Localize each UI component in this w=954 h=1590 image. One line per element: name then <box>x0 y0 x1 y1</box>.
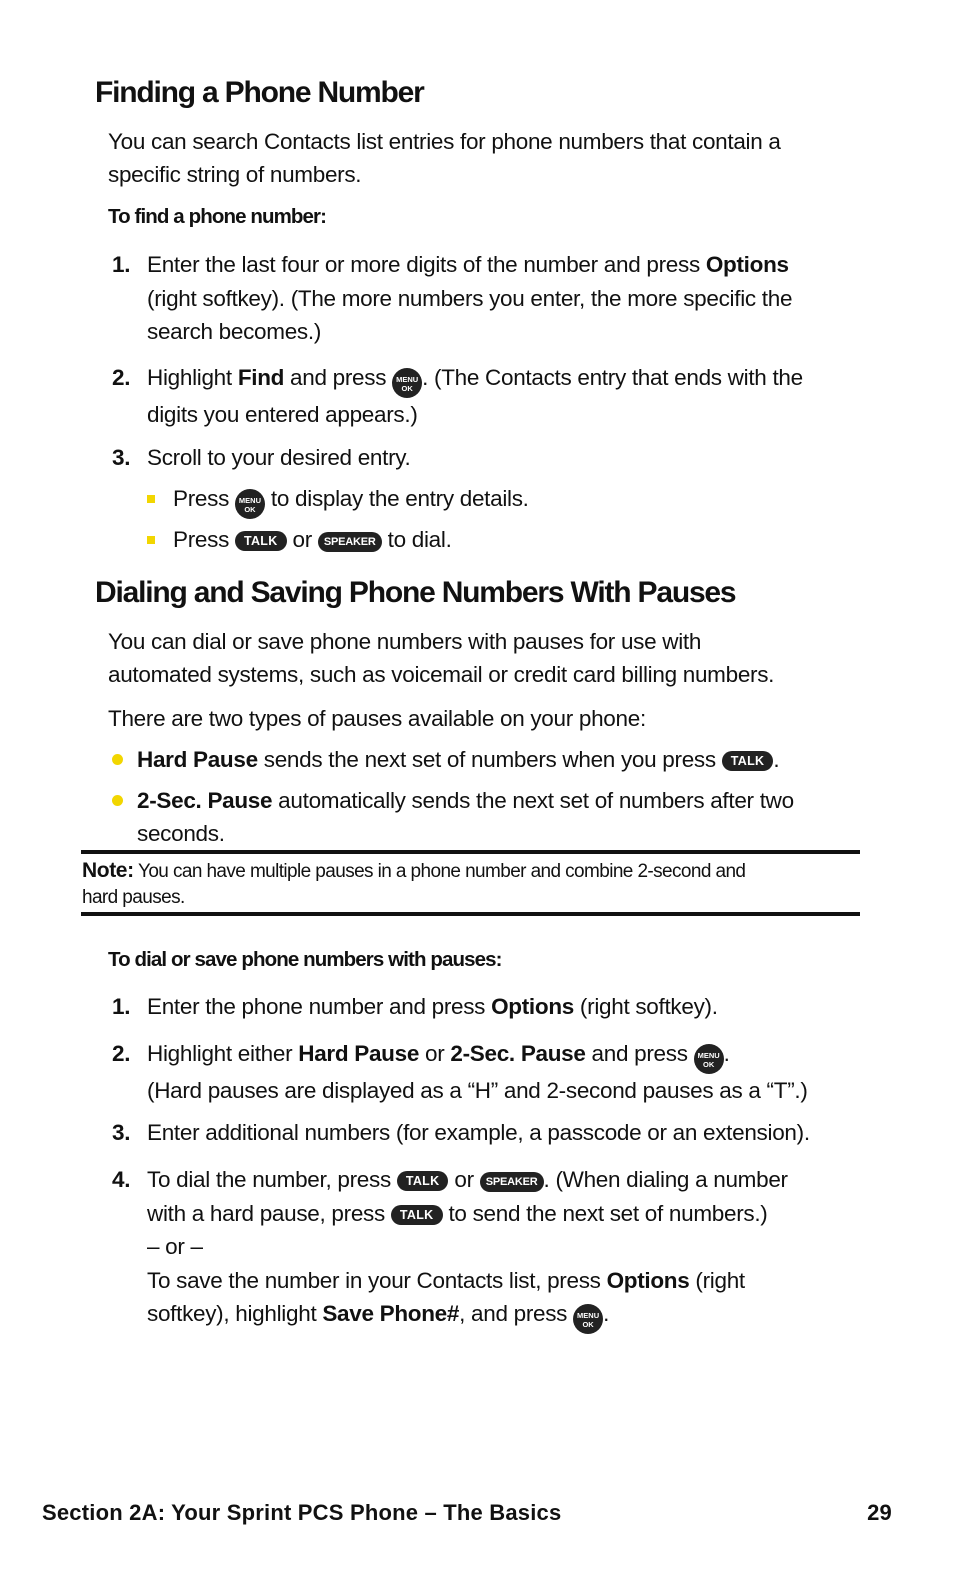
speaker-key-icon: SPEAKER <box>318 532 382 552</box>
step-number: 3. <box>112 1120 131 1145</box>
2sec-pause-label: 2-Sec. Pause <box>137 788 273 813</box>
sub-bullet-display-details <box>147 482 847 519</box>
step-number: 4. <box>112 1167 131 1192</box>
hard-pause-label: Hard Pause <box>298 1041 420 1066</box>
text: (right <box>689 1267 745 1293</box>
key-text: MENU <box>577 1311 600 1320</box>
text: Press <box>173 527 235 552</box>
step-text: Enter additional numbers (for example, a passcode or an extension). <box>147 1120 810 1145</box>
text: Enter the phone number and press <box>147 994 492 1019</box>
step-3 <box>112 441 860 475</box>
text: You can have multiple pauses in a phone number and combine 2-second and <box>133 861 746 882</box>
menu-ok-key-icon <box>392 368 422 398</box>
pause-types-intro: There are two types of pauses available on your phone: <box>108 706 646 731</box>
text: hard pauses. <box>82 887 185 908</box>
save-phone-label: Save Phone# <box>322 1301 460 1326</box>
intro-line-2: specific string of numbers. <box>108 162 362 187</box>
round-bullet-icon <box>112 754 123 765</box>
key-text: OK <box>703 1060 715 1069</box>
text: or <box>448 1167 480 1192</box>
text: To dial the number, press <box>147 1167 397 1192</box>
key-text: OK <box>244 505 256 514</box>
section1-intro <box>108 125 868 191</box>
text: and press <box>284 365 393 390</box>
note-text <box>82 858 852 911</box>
menu-ok-key-icon <box>573 1304 603 1334</box>
text: with a hard pause, press <box>147 1200 391 1226</box>
text: Highlight either <box>147 1041 299 1066</box>
section-title-dialing-with-pauses: Dialing and Saving Phone Numbers With Pauses <box>95 576 736 609</box>
text: . (The Contacts entry that ends with the <box>422 365 803 390</box>
step-text: Scroll to your desired entry. <box>147 445 411 470</box>
page-number: 29 <box>867 1500 892 1525</box>
step-text <box>147 990 860 1024</box>
footer-section-title: Section 2A: Your Sprint PCS Phone – The Basics <box>42 1500 562 1525</box>
text: or <box>286 527 318 552</box>
step-number: 1. <box>112 994 131 1019</box>
text: . <box>603 1301 610 1326</box>
text: . (When dialing a number <box>543 1167 788 1192</box>
text: automatically sends the next set of numbers after two <box>272 788 794 813</box>
text: seconds. <box>137 821 225 846</box>
options-label: Options <box>491 994 574 1019</box>
text: Highlight <box>147 365 238 390</box>
step-text <box>147 248 860 349</box>
menu-ok-key-icon <box>235 489 265 519</box>
talk-key-icon: TALK <box>235 531 287 551</box>
menu-ok-key-icon <box>694 1044 724 1074</box>
talk-key-icon: TALK <box>397 1171 449 1191</box>
text: (Hard pauses are displayed as a “H” and 2-second pauses as a “T”.) <box>147 1078 808 1103</box>
step-1 <box>112 248 860 349</box>
square-bullet-icon <box>147 536 155 544</box>
text: or <box>419 1041 451 1066</box>
step-number: 3. <box>112 445 131 470</box>
step-text <box>147 1037 860 1108</box>
2sec-pause-label: 2-Sec. Pause <box>450 1041 586 1066</box>
options-label: Options <box>606 1267 690 1293</box>
text: . <box>723 1041 730 1066</box>
text: Enter the last four or more digits of the number and press <box>147 252 706 277</box>
text: to send the next set of numbers.) <box>442 1200 768 1226</box>
text: digits you entered appears.) <box>147 402 418 427</box>
step-text <box>147 361 860 432</box>
procedure-heading-find: To find a phone number: <box>108 205 327 228</box>
text: To save the number in your Contacts list, press <box>147 1267 607 1293</box>
key-text: MENU <box>396 375 419 384</box>
text: to display the entry details. <box>264 486 529 511</box>
intro-line-1: You can search Contacts list entries for phone numbers that contain a <box>108 129 781 154</box>
page-footer <box>42 1500 892 1526</box>
step-3 <box>112 1116 860 1150</box>
intro-line-2: automated systems, such as voicemail or credit card billing numbers. <box>108 662 775 687</box>
step-4 <box>112 1163 860 1334</box>
text: (right softkey). (The more numbers you enter, the more specific the <box>147 285 793 311</box>
text: and press <box>585 1041 694 1066</box>
step-1 <box>112 990 860 1024</box>
talk-key-icon: TALK <box>391 1205 443 1225</box>
bullet-hard-pause <box>110 743 860 776</box>
text: search becomes.) <box>147 319 322 344</box>
text: to dial. <box>381 527 452 552</box>
text: softkey), highlight <box>147 1301 323 1326</box>
speaker-key-icon: SPEAKER <box>480 1172 544 1192</box>
bullet-2sec-pause <box>110 784 860 850</box>
key-text: OK <box>582 1320 594 1329</box>
section-title-finding-phone-number: Finding a Phone Number <box>95 76 424 109</box>
round-bullet-icon <box>112 795 123 806</box>
sub-bullet-dial <box>147 523 847 556</box>
text: , and press <box>459 1301 574 1326</box>
step-2 <box>112 1037 860 1108</box>
note-label: Note: <box>82 859 134 882</box>
note-box <box>81 850 860 916</box>
text: Press <box>173 486 235 511</box>
text: . <box>773 747 780 772</box>
procedure-heading-pauses: To dial or save phone numbers with pauses: <box>108 948 502 971</box>
square-bullet-icon <box>147 495 155 503</box>
step-number: 2. <box>112 1041 131 1066</box>
step-2 <box>112 361 860 432</box>
key-text: MENU <box>238 496 262 505</box>
text: (right softkey). <box>573 994 718 1019</box>
talk-key-icon: TALK <box>722 751 774 771</box>
key-text: MENU <box>697 1051 720 1060</box>
section2-intro <box>108 625 868 691</box>
find-label: Find <box>237 365 285 390</box>
step-number: 1. <box>112 252 131 277</box>
key-text: OK <box>401 384 413 393</box>
step-number: 2. <box>112 365 131 390</box>
step-text <box>147 1163 860 1334</box>
text: sends the next set of numbers when you press <box>257 747 722 772</box>
or-separator: – or – <box>147 1234 203 1259</box>
hard-pause-label: Hard Pause <box>137 747 258 772</box>
options-label: Options <box>705 252 789 277</box>
intro-line-1: You can dial or save phone numbers with pauses for use with <box>108 629 702 654</box>
